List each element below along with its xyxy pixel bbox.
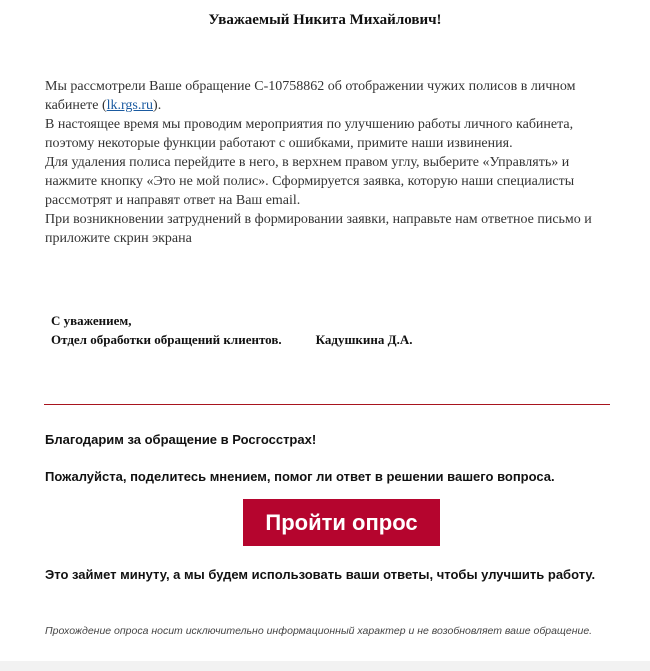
paragraph-appeal-end: ). (153, 98, 162, 113)
take-survey-button[interactable]: Пройти опрос (243, 499, 440, 546)
signature-department: Отдел обработки обращений клиентов. (51, 332, 282, 347)
letter-body (45, 77, 620, 248)
survey-question: Пожалуйста, поделитесь мнением, помог ли ответ в решении вашего вопроса. (45, 469, 555, 484)
paragraph-appeal (45, 77, 620, 115)
signature-block (51, 311, 412, 349)
survey-minute-note: Это займет минуту, а мы будем использовать ваши ответы, чтобы улучшить работу. (45, 567, 596, 582)
survey-thanks: Благодарим за обращение в Росгосстрах! (45, 432, 317, 447)
survey-footnote: Прохождение опроса носит исключительно информационный характер и не возобновляет ваше обращение. (45, 625, 593, 637)
letter-greeting: Уважаемый Никита Михайлович! (208, 12, 442, 28)
paragraph-difficulties: При возникновении затруднений в формировании заявки, направьте нам ответное письмо и приложите скрин экрана (45, 212, 592, 246)
footer-band (0, 661, 650, 671)
section-divider (44, 404, 610, 405)
signature-line (51, 330, 412, 349)
paragraph-appeal-text: Мы рассмотрели Ваше обращение С-10758862 об отображении чужих полисов в личном кабинете ( (45, 79, 576, 113)
signature-signer: Кадушкина Д.А. (315, 332, 413, 347)
paragraph-instructions: Для удаления полиса перейдите в него, в верхнем правом углу, выберите «Управлять» и нажмите кнопку «Это не мой полис». Сформируется заявка, которую наши специалисты рассмотрят и направят ответ на Ваш email. (45, 155, 575, 208)
signature-regards: С уважением, (51, 313, 132, 328)
paragraph-apology: В настоящее время мы проводим мероприятия по улучшению работы личного кабинета, поэтому некоторые функции работают с ошибками, примите наши извинения. (45, 117, 574, 151)
lk-rgs-link[interactable]: lk.rgs.ru (106, 98, 154, 113)
